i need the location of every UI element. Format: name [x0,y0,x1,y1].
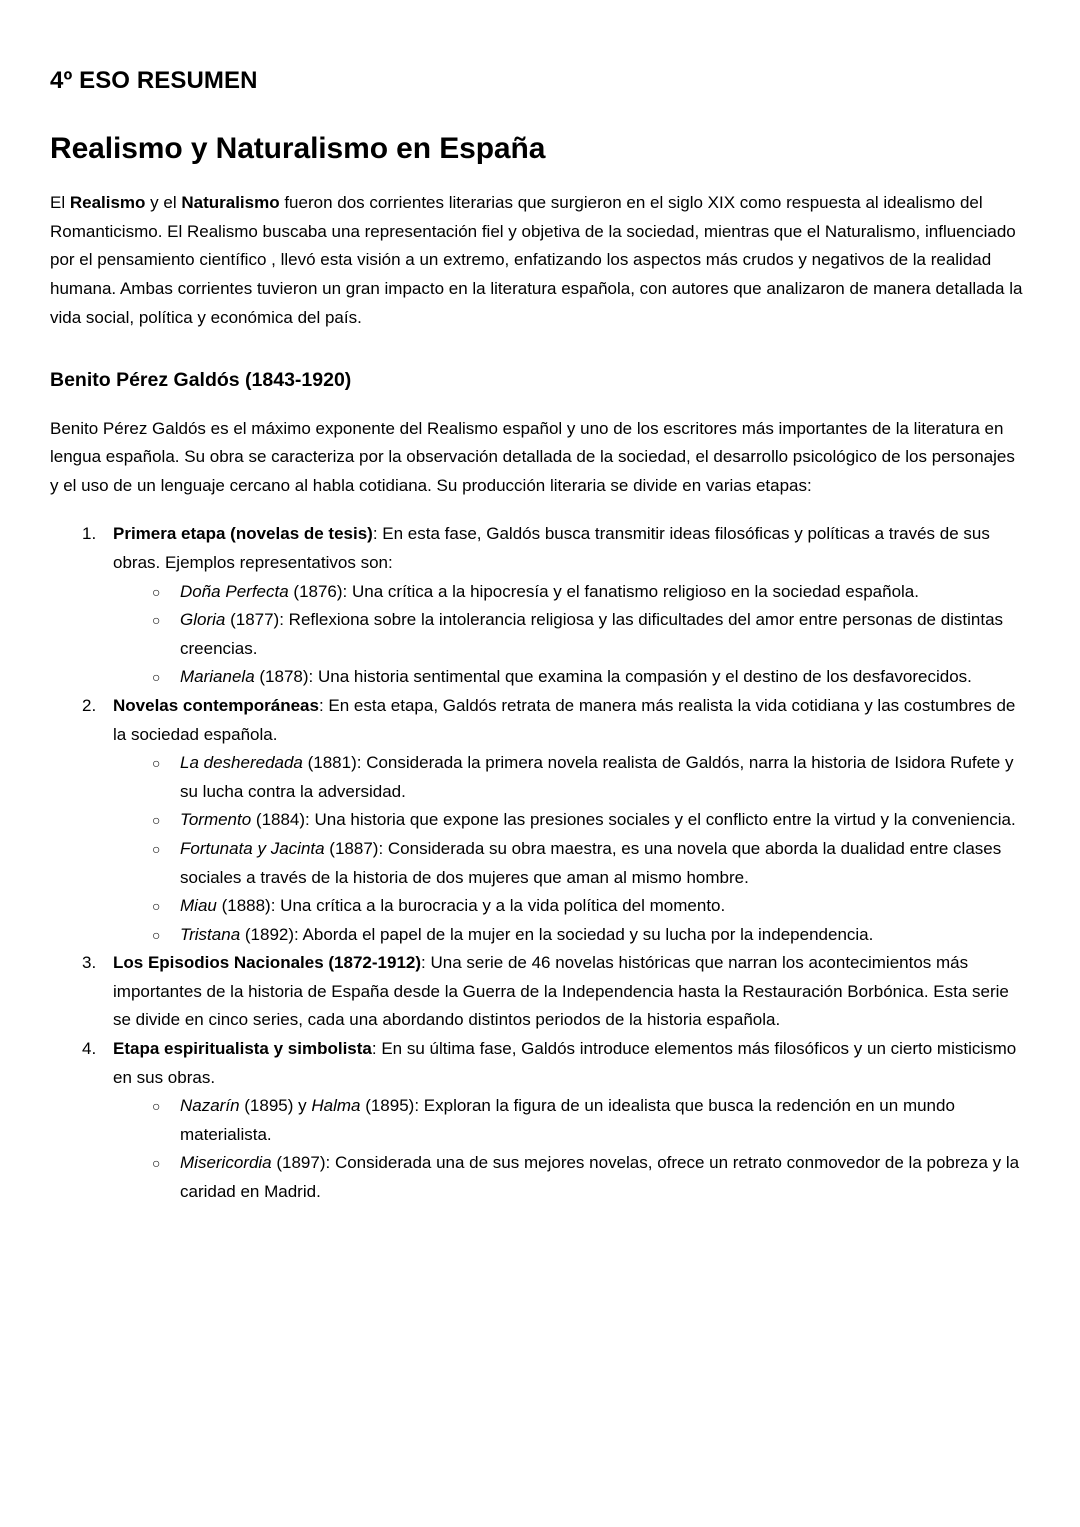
stage-item [50,520,1023,692]
work-description: (1884): Una historia que expone las presiones sociales y el conflicto entre la virtud y la conveniencia. [251,810,1016,830]
stage-item [50,1035,1023,1207]
work-title: Marianela [180,667,255,687]
work-title-connector: (1895) y [239,1096,312,1116]
work-list [113,578,1023,692]
work-item [113,835,1023,892]
work-description: (1881): Considerada la primera novela realista de Galdós, narra la historia de Isidora Rufete y su lucha contra la adversidad. [180,753,1014,801]
work-text [180,835,1023,892]
work-description: (1897): Considerada una de sus mejores novelas, ofrece un retrato conmovedor de la pobreza y la caridad en Madrid. [180,1153,1020,1202]
stage-description: : En esta etapa, Galdós retrata de manera más realista la vida cotidiana y las costumbres de la sociedad española. [113,695,1016,744]
work-item [113,806,1023,835]
intro-paragraph [50,189,1023,332]
work-bullet-icon: ○ [152,755,161,772]
intro-lead: El [50,193,70,213]
work-text [180,806,1023,835]
stage-text [113,520,1023,577]
work-bullet-icon: ○ [152,1155,161,1172]
section-heading-galdos: Benito Pérez Galdós (1843-1920) [50,369,352,392]
work-description: (1888): Una crítica a la burocracia y a la vida política del momento. [216,896,726,916]
work-item [113,749,1023,806]
work-bullet-icon: ○ [152,840,161,857]
work-item [113,606,1023,663]
work-list [113,749,1023,949]
work-text [180,1149,1023,1206]
stage-number [82,1035,108,1064]
intro-mid: y el [145,193,182,213]
work-list [113,1092,1023,1206]
work-text [180,921,1023,950]
work-title: Tristana [180,924,241,944]
work-title: Tormento [180,810,252,830]
intro-term-naturalismo: Naturalismo [181,193,280,213]
work-item [113,578,1023,607]
stage-text [113,692,1023,749]
stage-bold-lead: Los Episodios Nacionales (1872-1912) [113,953,422,973]
stage-bold-lead: Etapa espiritualista y simbolista [113,1039,372,1059]
work-title: Misericordia [180,1153,272,1173]
stage-description: : En su última fase, Galdós introduce elementos más filosóficos y un cierto misticismo en sus obras. [113,1039,1017,1087]
work-item [113,1092,1023,1149]
stage-description: : En esta fase, Galdós busca transmitir ideas filosóficas y políticas a través de sus obras. Ejemplos representativos son: [113,524,990,572]
stage-bold-lead: Novelas contemporáneas [113,695,319,715]
stage-text [113,949,1023,1035]
intro-rest: fueron dos corrientes literarias que surgieron en el siglo XIX como respuesta al idealismo del Romanticismo. El Realismo buscaba una representación fiel y objetiva de la sociedad, mientras que el Naturalismo, influenciado por el pensamiento científico , llevó esta visión a un extremo, enfatizando los aspectos más crudos y negativos de la realidad humana. Ambas corrientes tuvieron un gran impacto en la literatura española, con autores que analizaron de manera detallada la vida social, política y económica del país. [50,193,1023,327]
work-bullet-icon: ○ [152,583,161,600]
work-text [180,606,1023,663]
author-paragraph: Benito Pérez Galdós es el máximo exponente del Realismo español y uno de los escritores más importantes de la literatura en lengua española. Su obra se caracteriza por la observación detallada de la sociedad, el desarrollo psicológico de los personajes y el uso de un lenguaje cercano al habla cotidiana. Su producción literaria se divide en varias etapas: [50,418,1015,495]
work-description: (1878): Una historia sentimental que examina la compasión y el destino de los desfavorecidos. [254,667,972,687]
work-item [113,892,1023,921]
work-bullet-icon: ○ [152,926,161,943]
work-text [180,578,1023,607]
work-title: Nazarín [180,1096,240,1116]
work-title: Gloria [180,610,226,630]
work-item [113,1149,1023,1206]
document-title: Realismo y Naturalismo en España [50,132,546,166]
work-title-secondary: Halma [311,1096,361,1116]
work-item [113,663,1023,692]
stage-number [82,520,108,549]
work-bullet-icon: ○ [152,898,161,915]
stage-number [82,692,108,721]
work-title: Doña Perfecta [180,581,289,601]
work-description: (1877): Reflexiona sobre la intolerancia religiosa y las dificultades del amor entre personas de distintas creencias. [180,610,1004,658]
work-title: La desheredada [180,753,303,773]
stage-number [82,949,108,978]
work-description: (1887): Considerada su obra maestra, es una novela que aborda la dualidad entre clases sociales a través de la historia de dos mujeres que aman al mismo hombre. [180,838,1002,887]
work-bullet-icon: ○ [152,812,161,829]
work-item [113,921,1023,950]
work-title: Fortunata y Jacinta [180,838,325,858]
work-description: (1876): Una crítica a la hipocresía y el fanatismo religioso en la sociedad española. [288,581,919,601]
intro-term-realismo: Realismo [69,193,146,213]
work-bullet-icon: ○ [152,669,161,686]
work-text [180,1092,1023,1149]
stage-bold-lead: Primera etapa (novelas de tesis) [113,524,373,544]
work-text [180,749,1023,806]
work-text [180,892,1023,921]
work-description: (1892): Aborda el papel de la mujer en la sociedad y su lucha por la independencia. [240,924,874,944]
work-description: (1895): Exploran la figura de un idealista que busca la redención en un mundo materialista. [180,1096,955,1144]
document-kicker: 4º ESO RESUMEN [50,67,258,94]
stage-item [50,692,1023,949]
work-title: Miau [180,896,217,916]
stage-item [50,949,1023,1035]
stage-text [113,1035,1023,1092]
work-bullet-icon: ○ [152,1098,161,1115]
work-text [180,663,1023,692]
stage-description: : Una serie de 46 novelas históricas que narran los acontecimientos más importantes de la historia de España desde la Guerra de la Independencia hasta la Restauración Borbónica. Esta serie se divide en cinco series, cada una abordando distintos periodos de la historia española. [113,953,1009,1030]
work-bullet-icon: ○ [152,612,161,629]
stage-list [50,520,1023,1206]
